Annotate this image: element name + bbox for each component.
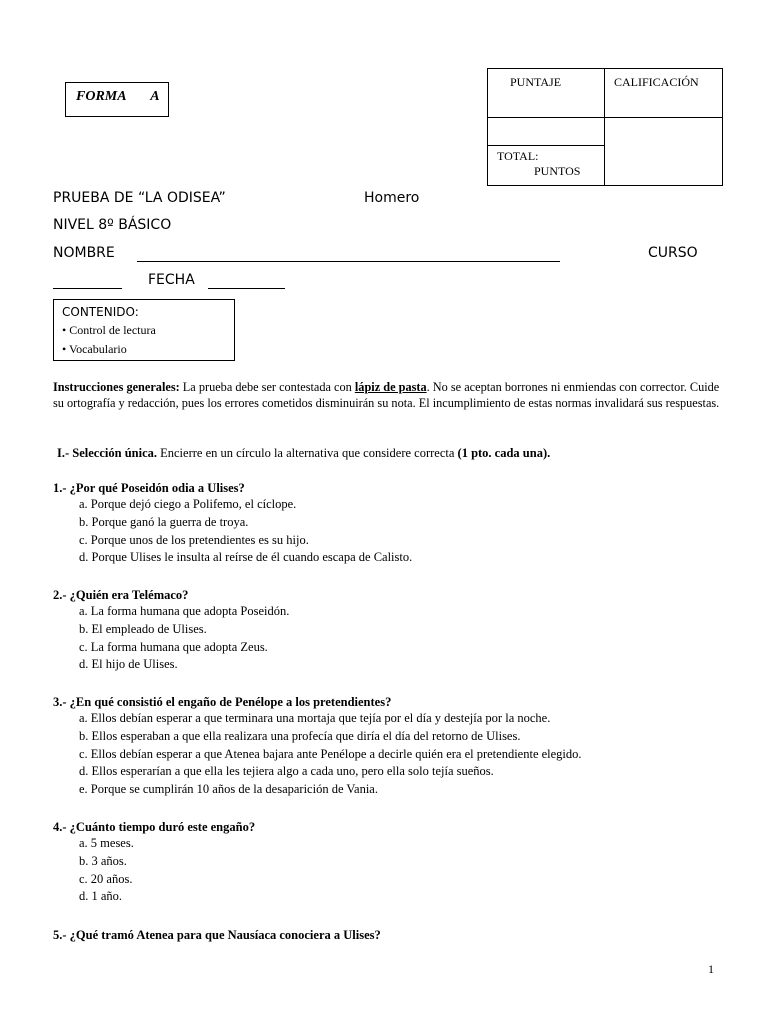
page-number: 1 bbox=[708, 962, 714, 976]
option-d[interactable]: d. Ellos esperarían a que ella les tejiera algo a cada uno, pero ella solo tejía sueños. bbox=[79, 764, 494, 779]
question-4 bbox=[53, 820, 733, 906]
question-title: 2.- ¿Quién era Telémaco? bbox=[53, 588, 189, 602]
section-label: I.- Selección única. bbox=[57, 446, 157, 460]
option-e[interactable]: e. Porque se cumplirán 10 años de la desaparición de Vania. bbox=[79, 782, 378, 797]
question-1 bbox=[53, 481, 733, 567]
option-c[interactable]: c. Ellos debían esperar a que Atenea bajara ante Penélope a decirle quién era el pretendiente elegido. bbox=[79, 746, 582, 761]
option-d[interactable]: d. El hijo de Ulises. bbox=[79, 657, 178, 672]
option-b[interactable]: b. Porque ganó la guerra de troya. bbox=[79, 514, 249, 529]
option-c[interactable]: c. 20 años. bbox=[79, 871, 133, 886]
instructions-label: Instrucciones generales: bbox=[53, 380, 180, 394]
fecha-line[interactable] bbox=[208, 274, 285, 289]
question-2 bbox=[53, 588, 733, 674]
question-title: 1.- ¿Por qué Poseidón odia a Ulises? bbox=[53, 481, 245, 495]
question-title: 4.- ¿Cuánto tiempo duró este engaño? bbox=[53, 820, 256, 834]
option-b[interactable]: b. Ellos esperaban a que ella realizara una profecía que diría el día del retorno de Ulises. bbox=[79, 728, 521, 743]
question-5 bbox=[53, 928, 733, 943]
fecha-label: FECHA bbox=[148, 272, 195, 288]
option-b[interactable]: b. El empleado de Ulises. bbox=[79, 621, 207, 636]
option-a[interactable]: a. Ellos debían esperar a que terminara una mortaja que tejía por el día y destejía por la noche. bbox=[79, 711, 551, 725]
forma-label: FORMA bbox=[76, 89, 126, 104]
option-d[interactable]: d. 1 año. bbox=[79, 889, 123, 904]
total-label: TOTAL: bbox=[497, 149, 539, 163]
curso-label: CURSO bbox=[648, 245, 698, 261]
option-a[interactable]: a. Porque dejó ciego a Polifemo, el cíclope. bbox=[79, 497, 297, 511]
option-b[interactable]: b. 3 años. bbox=[79, 853, 127, 868]
contenido-item: • Vocabulario bbox=[62, 342, 127, 356]
option-c[interactable]: c. La forma humana que adopta Zeus. bbox=[79, 639, 268, 654]
option-d[interactable]: d. Porque Ulises le insulta al reírse de él cuando escapa de Calisto. bbox=[79, 550, 413, 565]
curso-line[interactable] bbox=[53, 274, 122, 289]
calificacion-header: CALIFICACIÓN bbox=[614, 75, 699, 89]
score-table bbox=[487, 68, 723, 186]
nombre-label: NOMBRE bbox=[53, 245, 115, 261]
option-a[interactable]: a. La forma humana que adopta Poseidón. bbox=[79, 604, 290, 618]
question-title: 5.- ¿Qué tramó Atenea para que Nausíaca conociera a Ulises? bbox=[53, 928, 381, 942]
nivel: NIVEL 8º BÁSICO bbox=[53, 217, 172, 233]
puntaje-header: PUNTAJE bbox=[510, 75, 562, 89]
option-c[interactable]: c. Porque unos de los pretendientes es su hijo. bbox=[79, 532, 309, 547]
section-header: I.- Selección única. Encierre en un círculo la alternativa que considere correcta (1 pto. cada una). bbox=[57, 446, 551, 460]
nombre-line[interactable] bbox=[137, 247, 560, 262]
question-3 bbox=[53, 695, 733, 799]
section-points: (1 pto. cada una). bbox=[457, 446, 551, 460]
contenido-item: • Control de lectura bbox=[62, 323, 156, 337]
contenido-box bbox=[53, 299, 235, 361]
instructions: Instrucciones generales: La prueba debe ser contestada con lápiz de pasta. No se aceptan borrones ni enmiendas con corrector. Cuide su ortografía y redacción, pues los errores cometidos disminuirán su nota. El incumplimiento de estas normas invalidará sus respuestas. bbox=[53, 380, 720, 410]
contenido-title: CONTENIDO: bbox=[62, 305, 139, 319]
forma-box bbox=[65, 82, 169, 117]
prueba-title: PRUEBA DE “LA ODISEA” bbox=[53, 190, 226, 206]
puntos-label: PUNTOS bbox=[534, 164, 581, 178]
instructions-emphasis: lápiz de pasta bbox=[354, 380, 427, 394]
forma-value: A bbox=[150, 89, 160, 104]
option-a[interactable]: a. 5 meses. bbox=[79, 836, 134, 850]
question-title: 3.- ¿En qué consistió el engaño de Penélope a los pretendientes? bbox=[53, 695, 392, 709]
author: Homero bbox=[364, 190, 420, 206]
